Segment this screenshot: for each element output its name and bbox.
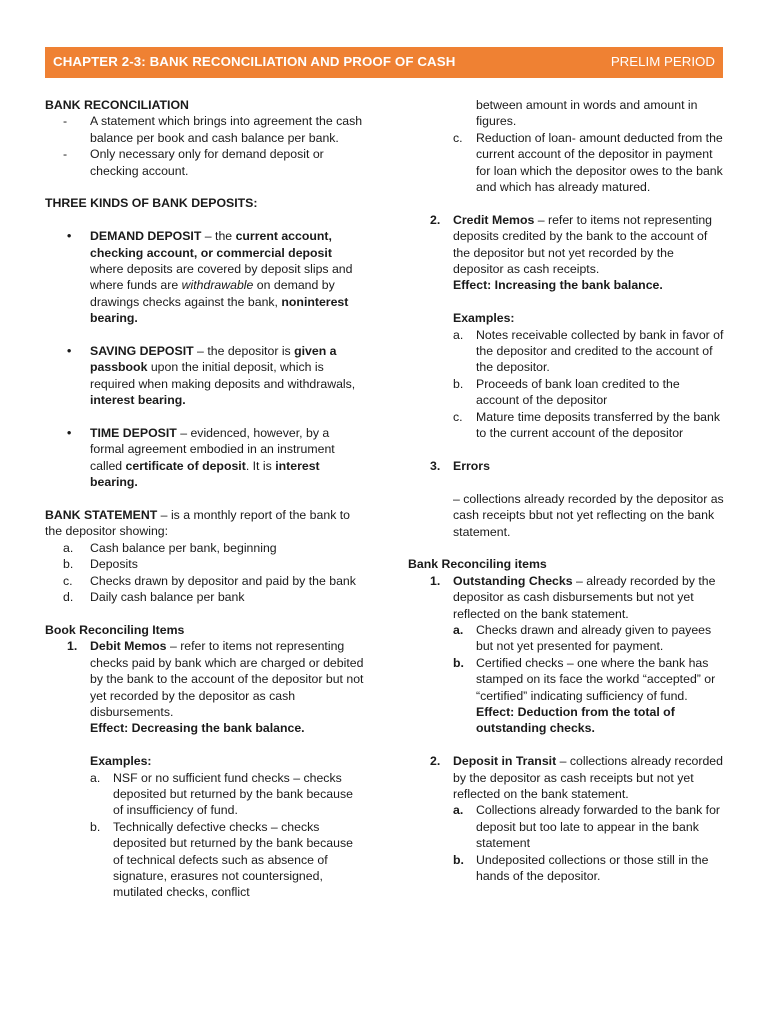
list-item [408,802,726,851]
credit-effect: Effect: Increasing the bank balance. [453,278,663,293]
list-item [408,655,726,704]
period-label: PRELIM PERIOD [610,54,715,70]
demand-deposit-term: DEMAND DEPOSIT [90,229,202,244]
list-item [45,573,365,589]
bank-reconciliation-heading: BANK RECONCILIATION [45,98,189,112]
bank-reconciling-heading: Bank Reconciling items [408,557,547,572]
list-item-text: Deposits [90,557,138,572]
bold-run: given a passbook [90,344,337,375]
text-run: – the depositor is [193,344,295,359]
saving-deposit-term: SAVING DEPOSIT [90,344,194,359]
text-run: – the [201,229,236,244]
bullet-icon: • [67,426,72,441]
bold-run: interest bearing. [90,458,320,490]
debit-effect: Effect: Decreasing the bank balance. [90,721,305,736]
text-run: . It is [245,458,276,473]
letter-marker: a. [63,540,74,555]
list-item-text: Notes receivable collected by bank in favor of the depositor and credited to the account of the depositor. [476,327,724,375]
letter-marker: c. [453,409,463,424]
letter-marker: a. [453,327,464,342]
list-item [45,113,365,146]
outstanding-checks-item [408,573,726,622]
text-run: – is a monthly report of the bank to the depositor showing: [45,508,351,539]
examples-heading: Examples: [90,754,152,769]
text-run: – collections already recorded by the depositor as cash receipts but not yet reflected on the bank statement. [453,754,723,801]
bold-run: certificate of deposit [125,458,246,473]
list-item-text: Checks drawn by depositor and paid by the bank [90,573,356,588]
examples-heading: Examples: [453,311,515,326]
list-item [408,622,726,655]
credit-memos-term: Credit Memos [453,212,535,227]
letter-marker: b. [453,852,464,867]
letter-marker: b. [63,557,74,572]
outstanding-checks-term: Outstanding Checks [453,573,573,588]
deposit-in-transit-term: Deposit in Transit [453,754,557,769]
dash-marker: - [63,147,68,162]
deposit-type-demand [45,228,365,326]
list-item-text: Checks drawn and already given to payees but not yet presented for payment. [476,622,712,654]
bullet-icon: • [67,229,72,244]
deposit-in-transit-item [408,753,726,802]
list-item [45,770,365,819]
chapter-header-bar [45,47,723,78]
list-item-text: Cash balance per bank, beginning [90,540,277,555]
continued-text: between amount in words and amount in figures. [476,98,698,129]
list-item-text: Undeposited collections or those still in the hands of the depositor. [476,852,709,883]
letter-marker: d. [63,590,74,605]
letter-marker: a. [90,770,101,785]
list-item-text: NSF or no sufficient fund checks – checks deposited but returned by the bank because of insufficiency of fund. [113,770,353,818]
list-item [45,540,365,556]
list-item [408,327,726,376]
bold-run: current account, checking account, or commercial deposit [90,229,332,260]
outstanding-effect: Effect: Deduction from the total of outstanding checks. [476,704,675,736]
number-marker: 3. [430,458,441,473]
bold-run: noninterest bearing. [90,294,349,326]
list-item [45,589,365,605]
list-item [45,556,365,572]
list-item [408,409,726,442]
number-marker: 2. [430,212,441,227]
list-item [408,376,726,409]
list-item-text: Reduction of loan- amount deducted from the current account of the depositor in payment for loan which the depositor owes to the bank and which has already matured. [476,130,723,195]
debit-memos-item [45,638,365,720]
list-item-text: Proceeds of bank loan credited to the account of the depositor [476,376,680,408]
dash-marker: - [63,114,68,129]
italic-run: withdrawable [181,278,254,293]
chapter-title: CHAPTER 2-3: BANK RECONCILIATION AND PROOF OF CASH [53,54,456,70]
list-item-text: Daily cash balance per bank [90,590,245,605]
list-item-text: Certified checks – one where the bank has stamped on its face the workd “accepted” or “certified” indicating sufficiency of fund. [476,655,716,703]
text-run: – refer to items not representing deposits credited by the bank to the account of the depositor but not yet recorded by the depositor as cash receipts. [453,212,713,277]
bank-statement-paragraph [45,507,365,540]
letter-marker: a. [453,803,464,818]
text-run: where deposits are covered by deposit slips and where funds are [90,262,353,293]
deposit-type-saving [45,343,365,409]
number-marker: 2. [430,754,441,769]
letter-marker: b. [453,376,464,391]
book-reconciling-heading: Book Reconciling Items [45,622,185,637]
list-item [408,852,726,885]
right-column [408,97,726,884]
number-marker: 1. [430,573,441,588]
errors-item [408,458,726,474]
number-marker: 1. [67,639,78,654]
text-run: upon the initial deposit, which is required when making deposits and withdrawals, [90,360,356,391]
bullet-icon: • [67,344,72,359]
text-run: on demand by drawings checks against the bank, [90,278,335,309]
list-item-text: Technically defective checks – checks deposited but returned by the bank because of technical defects such as absence of signature, erasures not countersigned, mutilated checks, conflict [113,819,353,900]
errors-text: – collections already recorded by the depositor as cash receipts bbut not yet reflecting on the bank statement. [453,491,724,539]
letter-marker: c. [453,130,463,145]
text-run: – evidenced, however, by a formal agreement embodied in an instrument called [90,426,335,473]
letter-marker: a. [453,622,464,637]
time-deposit-term: TIME DEPOSIT [90,426,177,441]
list-item-text: Mature time deposits transferred by the bank to the current account of the depositor [476,409,721,441]
list-item [45,146,365,179]
credit-memos-item [408,212,726,278]
list-item-text: Collections already forwarded to the bank for deposit but too late to appear in the bank statement [476,803,721,851]
list-item [408,130,726,196]
deposit-type-time [45,425,365,491]
three-kinds-heading: THREE KINDS OF BANK DEPOSITS: [45,196,258,211]
errors-term: Errors [453,458,490,473]
letter-marker: b. [453,655,464,670]
letter-marker: b. [90,819,101,834]
list-item-text: Only necessary only for demand deposit or checking account. [90,147,324,178]
list-item-text: A statement which brings into agreement the cash balance per book and cash balance per bank. [90,114,363,145]
text-run: – already recorded by the depositor as cash disbursements but not yet reflected on the bank statement. [453,573,716,621]
debit-memos-term: Debit Memos [90,639,167,654]
bank-statement-term: BANK STATEMENT [45,508,158,523]
text-run: – refer to items not representing checks paid by bank which are charged or debited by the bank to the account of the depositor but not yet recorded by the depositor as cash disbursements. [90,639,364,719]
list-item [45,819,365,901]
left-column [45,97,365,901]
bold-run: interest bearing. [90,393,186,408]
letter-marker: c. [63,573,73,588]
